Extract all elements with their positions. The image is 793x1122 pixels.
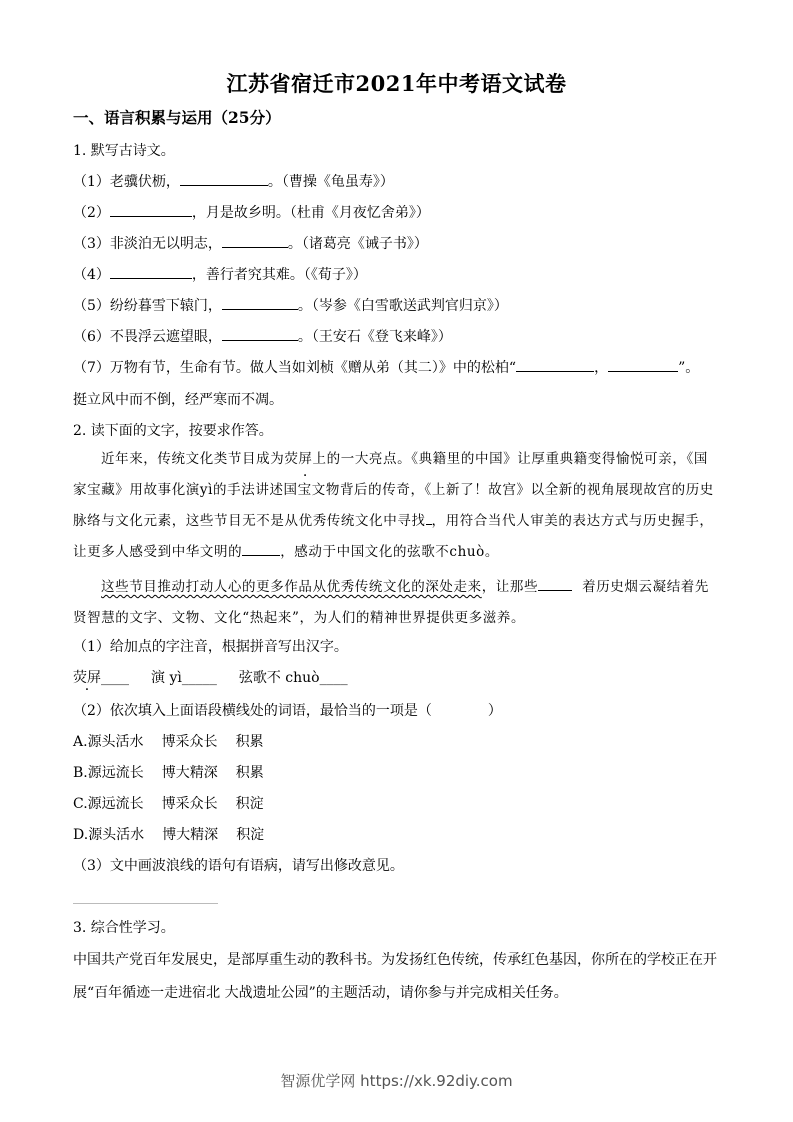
- q1-item-4: [73, 264, 367, 285]
- option-letter: D.: [73, 827, 89, 843]
- option-word: 积累: [235, 765, 264, 781]
- answer-blank: [242, 541, 280, 556]
- pinyin-item-text: 弦歌不 chuò: [238, 670, 320, 686]
- answer-blank: [516, 357, 594, 372]
- para-text: 屏上的一大亮点。《典籍里的中国》让厚重典籍变得愉悦可亲，《国家宝藏》用故事化演yì的手法讲述国宝文物背后的传奇，《上新了！故宫》以全新的视角展现故宫的历史脉络与文化元素，这些节目无不是从优秀传统文化中寻找: [73, 451, 714, 529]
- sub-question-2: （2）依次填入上面语段横线处的词语，最恰当的一项是（ ）: [73, 703, 502, 719]
- reading-paragraph-2: [73, 572, 718, 634]
- answer-blank: [608, 357, 678, 372]
- q3-text-line-2: 展“百年循迹一走进宿北 大战遗址公园”的主题活动，请你参与并完成相关任务。: [73, 985, 568, 1001]
- wavy-underlined-sentence: 这些节目推动打动人心的更多作品从优秀传统文化的深处走来: [101, 579, 482, 595]
- item-text: （3）非淡泊无以明志，: [73, 236, 222, 252]
- option-letter: B.: [73, 765, 88, 781]
- option-d: [73, 825, 264, 845]
- para-text: 近年来，传统文化类节目成为: [101, 451, 285, 467]
- answer-blank: [222, 326, 298, 341]
- answer-line: [73, 903, 218, 904]
- answer-blank: [222, 295, 298, 310]
- pinyin-item-text: 荧屏: [73, 670, 101, 686]
- option-word: 博采众长: [161, 734, 218, 750]
- item-text: （4）: [73, 267, 110, 283]
- q1-item-6: [73, 326, 452, 347]
- question-3-label: 3. 综合性学习。: [73, 920, 175, 936]
- answer-blank: [110, 202, 192, 217]
- para-text: ，让那些: [481, 579, 539, 595]
- option-word: 积淀: [236, 827, 265, 843]
- item-text: （5）纷纷暮雪下辕门，: [73, 298, 222, 314]
- item-text: （7）万物有节，生命有节。做人当如刘桢《赠从弟（其二）》中的松柏“: [73, 360, 517, 376]
- option-a: [73, 732, 264, 752]
- section-heading: 一、语言积累与运用（25分）: [73, 108, 281, 127]
- dotted-char: 荧: [284, 451, 299, 467]
- sub-question-3: （3）文中画波浪线的语句有语病，请写出修改意见。: [73, 858, 404, 874]
- pinyin-item-text: 演 yì: [151, 670, 182, 686]
- pinyin-row: [73, 668, 348, 688]
- option-letter: C.: [73, 796, 88, 812]
- answer-blank: [180, 171, 268, 186]
- q1-item-5: [73, 295, 508, 316]
- option-letter: A.: [73, 734, 88, 750]
- item-source: 。（王安石《登飞来峰》）: [297, 329, 452, 345]
- option-word: 源远流长: [87, 796, 144, 812]
- q1-item-1: [73, 171, 394, 192]
- pinyin-blank: _____: [181, 670, 217, 686]
- option-word: 源头活水: [88, 827, 145, 843]
- reading-paragraph-1: [73, 444, 718, 568]
- item-source: 。（岑参《白雪歌送武判官归京》）: [297, 298, 508, 314]
- page-title: 江苏省宿迁市2021年中考语文试卷: [226, 71, 567, 96]
- option-b: [73, 763, 264, 783]
- answer-blank: [538, 576, 572, 591]
- item-text: （6）不畏浮云遮望眼，: [73, 329, 222, 345]
- sub-question-1: （1）给加点的字注音，根据拼音写出汉字。: [73, 639, 348, 655]
- option-word: 博采众长: [161, 796, 218, 812]
- q1-item-7: [73, 357, 699, 378]
- option-word: 积累: [235, 734, 264, 750]
- item-source: ，月是故乡明。（杜甫《月夜忆舍弟》）: [191, 205, 430, 221]
- item-source: ，善行者究其难。（《荀子》）: [191, 267, 367, 283]
- option-word: 博大精深: [161, 765, 218, 781]
- item-text-end: ”。: [678, 360, 700, 376]
- item-text: （2）: [73, 205, 110, 221]
- q1-item-3: [73, 233, 428, 254]
- question-2-label: 2. 读下面的文字，按要求作答。: [73, 423, 273, 439]
- answer-blank: [222, 233, 288, 248]
- para-text: ，感动于中国文化的弦歌不chuò。: [280, 544, 499, 560]
- para-text: ，用符合当代人审美的表达方式与历史握手，让更多人感受到中华文明的: [73, 513, 714, 560]
- item-source: 。（曹操《龟虽寿》）: [267, 174, 394, 190]
- q1-item-2: [73, 202, 430, 223]
- option-word: 博大精深: [162, 827, 219, 843]
- pinyin-blank: ____: [101, 670, 129, 686]
- q3-text-line-1: 中国共产党百年发展史，是部厚重生动的教科书。为发扬红色传统，传承红色基因，你所在的学校正在开: [73, 952, 717, 968]
- option-word: 源远流长: [87, 765, 144, 781]
- pinyin-blank: ____: [319, 670, 348, 686]
- item-separator: ，: [594, 360, 609, 376]
- para-text: 着历史烟云凝结着先贤智慧的文字、文物、文化“热起来”，为人们的精神世界提供更多滋养。: [73, 579, 710, 626]
- option-word: 积淀: [235, 796, 264, 812]
- item-text: （1）老骥伏枥，: [73, 174, 180, 190]
- q1-item-7-continued: 挺立风中而不倒，经严寒而不凋。: [73, 392, 283, 408]
- option-word: 源头活水: [87, 734, 144, 750]
- option-c: [73, 794, 264, 814]
- item-source: 。（诸葛亮《诫子书》）: [287, 236, 428, 252]
- answer-blank: [110, 264, 192, 279]
- question-1-label: 1. 默写古诗文。: [73, 143, 175, 159]
- footer-watermark: 智源优学网 https://xk.92diy.com: [280, 1072, 513, 1090]
